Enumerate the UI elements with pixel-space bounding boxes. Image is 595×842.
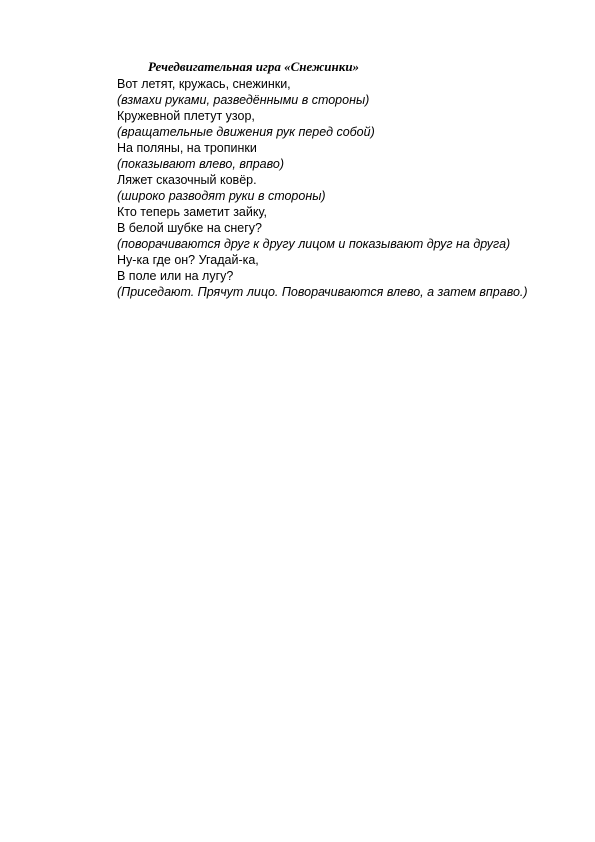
verse-line: Кружевной плетут узор, — [117, 109, 255, 123]
verse-line: Вот летят, кружась, снежинки, — [117, 77, 291, 91]
movement-note: (взмахи руками, разведёнными в стороны) — [117, 93, 370, 107]
movement-note: (широко разводят руки в стороны) — [117, 189, 326, 203]
verse-line: В белой шубке на снегу? — [117, 221, 263, 235]
verse-line: Ну-ка где он? Угадай-ка, — [117, 253, 259, 267]
movement-note: (показывают влево, вправо) — [117, 157, 284, 171]
movement-note: (поворачиваются друг к другу лицом и показывают друг на друга) — [117, 237, 511, 251]
movement-note: (Приседают. Прячут лицо. Поворачиваются влево, а затем вправо.) — [117, 285, 528, 299]
document-title: Речедвигательная игра «Снежинки» — [148, 59, 360, 74]
verse-line: На поляны, на тропинки — [117, 141, 257, 155]
verse-line: Ляжет сказочный ковёр. — [117, 173, 257, 187]
movement-note: (вращательные движения рук перед собой) — [117, 125, 375, 139]
document-body — [117, 76, 557, 300]
verse-line: В поле или на лугу? — [117, 269, 234, 283]
verse-line: Кто теперь заметит зайку, — [117, 205, 267, 219]
